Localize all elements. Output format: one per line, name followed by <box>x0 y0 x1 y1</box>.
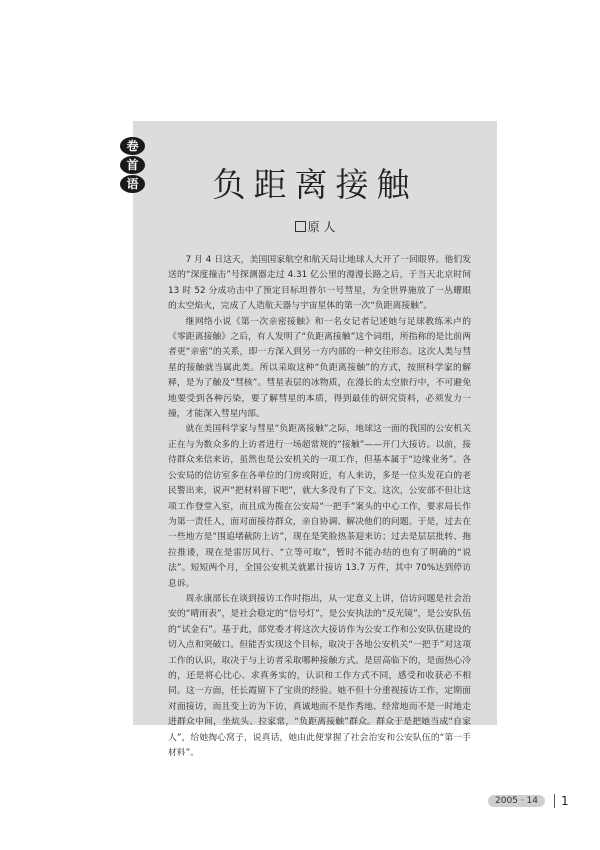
column-tag-char: 卷 <box>120 137 145 155</box>
paragraph: 继网络小说《第一次亲密接触》和一名女记者记述她与足球教练米卢的《零距离接触》之后，有人发明了“负距离接触”这个词组，所指称的是比前两者更“亲密”的关系，即一方深入到另一方内部的一种交往形态。这次人类与彗星的接触就当属此类。所以采取这种“负距离接触”的方式，按照科学家的解释，是为了触及“彗核”。彗星表层的冰物质，在漫长的太空旅行中，不可避免地要受到各种污染，要了解彗星的本质，得到最佳的研究资料，必须发力一撞，才能深入彗星内部。 <box>168 316 471 420</box>
paragraph: 就在美国科学家与彗星“负距离接触”之际，地球这一面的我国的公安机关正在与为数众多的上访者进行一场超常规的“接触”——开门大接访。以前，接待群众来信来访，虽然也是公安机关的一项工作，但基本属于“边缘业务”。各公安局的信访室多在各单位的门房或附近，有人来访，多是一位头发花白的老民警出来，说声“把材料留下吧”，就大多没有了下文。这次，公安部不但让这项工作登堂入室，而且成为揽在公安局“一把手”案头的中心工作，要求局长作为第一责任人，面对面接待群众，亲自协调、解决他们的问题。于是，过去在一些地方是“围追堵截防上访”，现在是笑脸热茶迎来访；过去是层层批转、拖拉推诿，现在是雷厉风行、“立等可取”，暂时不能办结的也有了明确的“说法”。短短两个月，全国公安机关就累计接访 13.7 万件，其中 70%达到停访息诉。 <box>168 424 471 589</box>
article-body <box>168 253 471 761</box>
article-title: 负距离接触 <box>212 165 418 204</box>
paragraph: 周永康部长在谈到接访工作时指出，从一定意义上讲，信访问题是社会治安的“晴雨表”，是社会稳定的“信号灯”，是公安执法的“反光镜”，是公安队伍的“试金石”。基于此，部党委才将这次大接访作为公安工作和公安队伍建设的切入点和突破口。但能否实现这个目标，取决于各地公安机关“一把手”对这项工作的认识，取决于与上访者采取哪种接触方式。是居高临下的，是面热心冷的，还是将心比心、求真务实的，认识和工作方式不同，感受和收获必不相同。这一方面，任长霞留下了宝贵的经验。她不但十分重视接访工作，定期面对面接访，而且变上访为下访，真诚地而不是作秀地、经常地而不是一时地走进群众中间，坐炕头、拉家常，“负距离接触”群众。群众于是把她当成“自家人”，给她掏心窝子，说真话，她由此便掌握了社会治安和公安队伍的“第一手材料”。 <box>168 593 471 758</box>
paragraph: 7 月 4 日这天，美国国家航空和航天局让地球人大开了一回眼界。他们发送的“深度撞击”号探测器走过 4.31 亿公里的漫漫长路之后，于当天北京时间 13 时 52 分成功击中了预定目标坦普尔一号彗星，为全世界施放了一丛耀眼的太空焰火，完成了人造航天器与宇宙星体的第一次“负距离接触”。 <box>168 255 471 312</box>
footer-divider <box>554 794 555 808</box>
page-number: 1 <box>560 794 569 808</box>
page-footer <box>488 794 569 808</box>
column-tag-char: 语 <box>120 175 145 193</box>
column-tag-char: 首 <box>120 156 145 174</box>
author-name: 原 人 <box>307 220 336 234</box>
author-line <box>133 218 497 235</box>
issue-badge: 2005 · 14 <box>488 795 545 807</box>
square-icon <box>295 221 306 232</box>
